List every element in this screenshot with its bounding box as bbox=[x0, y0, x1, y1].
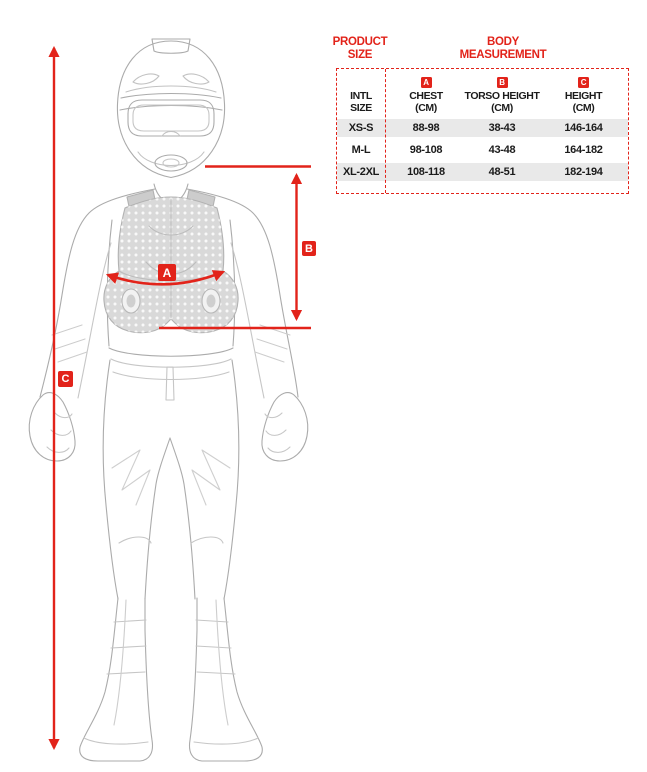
product-size-title-line2: SIZE bbox=[347, 49, 373, 61]
helmet bbox=[117, 39, 224, 178]
cell-intl-size: XS-S bbox=[348, 122, 374, 134]
header-line: TORSO HEIGHT bbox=[464, 90, 540, 102]
cell-chest: 108-118 bbox=[407, 166, 445, 178]
header-height bbox=[537, 77, 630, 117]
header-intl-size bbox=[337, 91, 385, 117]
cell-intl-size: XL-2XL bbox=[342, 166, 380, 178]
gloves bbox=[29, 393, 308, 461]
table-row bbox=[337, 139, 628, 161]
header-line: (CM) bbox=[491, 101, 513, 114]
table-row bbox=[337, 117, 628, 139]
column-divider bbox=[385, 69, 386, 193]
header-line: (CM) bbox=[415, 101, 437, 114]
cell-intl-size: M-L bbox=[351, 144, 371, 156]
size-table bbox=[336, 68, 629, 194]
header-line: SIZE bbox=[350, 101, 372, 114]
pants bbox=[103, 348, 239, 599]
header-chest bbox=[385, 77, 467, 117]
header-line: HEIGHT bbox=[564, 90, 603, 102]
header-line: (CM) bbox=[572, 101, 595, 114]
cell-torso-height: 43-48 bbox=[488, 144, 516, 156]
height-measure-badge: C bbox=[58, 371, 73, 387]
cell-height: 164-182 bbox=[564, 144, 603, 156]
body-measurement-title bbox=[460, 36, 547, 62]
cell-height: 146-164 bbox=[564, 122, 603, 134]
product-size-title-line1: PRODUCT bbox=[332, 36, 388, 48]
measurement-annotations bbox=[54, 48, 311, 748]
body-measurement-title-line2: MEASUREMENT bbox=[459, 49, 547, 61]
chest-protector bbox=[104, 190, 238, 333]
table-header-row bbox=[337, 69, 628, 117]
body-measurement-title-line1: BODY bbox=[486, 36, 520, 48]
cell-height: 182-194 bbox=[564, 166, 603, 178]
column-badge-c: C bbox=[578, 77, 589, 88]
cell-chest: 88-98 bbox=[412, 122, 440, 134]
product-size-title bbox=[333, 36, 388, 62]
header-torso-height bbox=[464, 77, 540, 117]
column-badge-b: B bbox=[497, 77, 508, 88]
table-row bbox=[337, 161, 628, 183]
boots bbox=[80, 598, 263, 761]
header-line: INTL bbox=[350, 90, 372, 102]
cell-torso-height: 38-43 bbox=[488, 122, 516, 134]
goggles bbox=[128, 100, 214, 136]
torso-height-measure-badge: B bbox=[302, 241, 316, 256]
cell-chest: 98-108 bbox=[409, 144, 443, 156]
column-badge-a: A bbox=[421, 77, 432, 88]
cell-torso-height: 48-51 bbox=[488, 166, 516, 178]
header-line: CHEST bbox=[409, 90, 443, 102]
chest-measure-badge: A bbox=[158, 264, 176, 281]
